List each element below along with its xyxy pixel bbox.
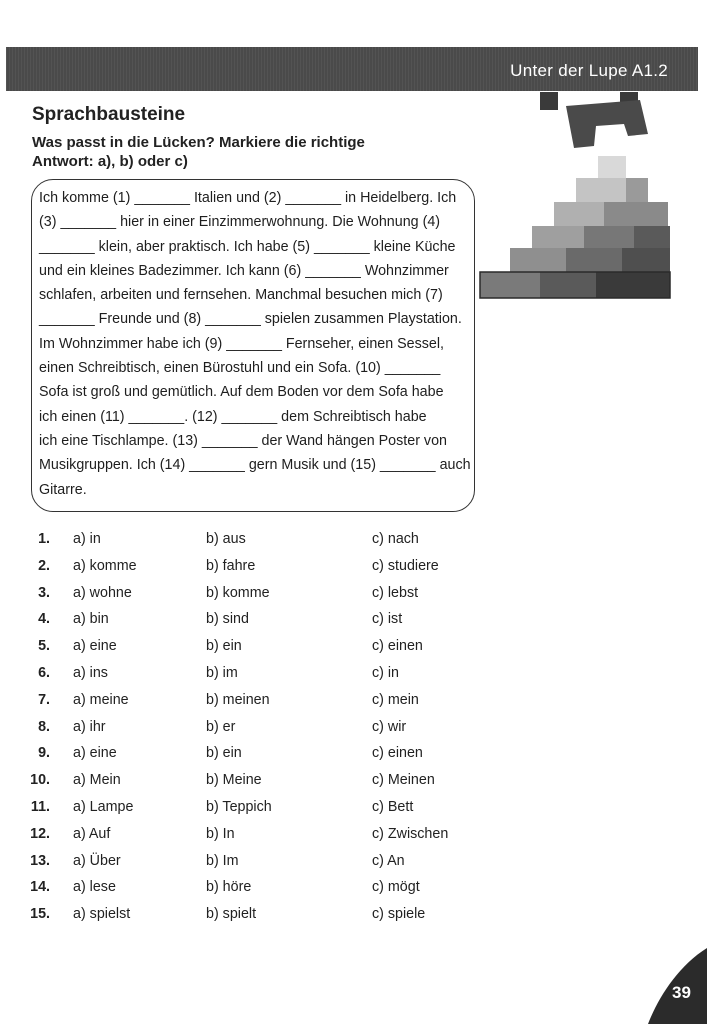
answer-row — [28, 879, 488, 906]
option-b: b) im — [206, 664, 238, 681]
passage-line: Ich komme (1) _______ Italien und (2) _______ in Heidelberg. Ich — [39, 190, 457, 206]
answer-row — [28, 611, 488, 638]
answer-row — [28, 799, 488, 826]
option-a: a) bin — [73, 611, 109, 628]
option-b: b) sind — [206, 611, 249, 628]
option-c: c) wir — [372, 718, 407, 735]
option-c: c) Meinen — [372, 772, 435, 789]
option-b: b) aus — [206, 531, 246, 547]
answer-row — [28, 826, 488, 853]
option-a: a) eine — [73, 638, 117, 655]
option-c: c) nach — [372, 531, 419, 547]
option-c: c) einen — [372, 745, 423, 762]
question-number: 6. — [38, 664, 50, 681]
option-c: c) in — [372, 664, 400, 681]
question-number: 9. — [38, 745, 50, 762]
instruction-line: Antwort: a), b) oder c) — [32, 153, 188, 170]
passage-line: Musikgruppen. Ich (14) _______ gern Musik und (15) _______ auch — [39, 457, 471, 474]
option-b: b) höre — [206, 879, 252, 896]
passage-line: Gitarre. — [39, 481, 87, 498]
header-band — [6, 47, 698, 91]
option-c: c) An — [372, 852, 405, 869]
passage-line: Im Wohnzimmer habe ich (9) _______ Fernseher, einen Sessel, — [39, 335, 445, 352]
question-number: 8. — [38, 718, 50, 735]
question-number: 1. — [38, 531, 50, 547]
option-b: b) komme — [206, 584, 270, 601]
option-a: a) spielst — [73, 906, 131, 923]
question-number: 5. — [38, 638, 50, 655]
passage-line: und ein kleines Badezimmer. Ich kann (6) _______ Wohnzimmer — [39, 262, 449, 279]
stacked-blocks-illustration — [478, 90, 698, 300]
option-b: b) Im — [206, 852, 239, 869]
passage-line: einen Schreibtisch, einen Bürostuhl und ein Sofa. (10) _______ — [39, 360, 441, 377]
option-c: c) studiere — [372, 557, 439, 574]
instruction-line: Was passt in die Lücken? Markiere die richtige — [32, 134, 365, 151]
option-a: a) Mein — [73, 772, 121, 789]
answer-row — [28, 638, 488, 665]
answer-row — [28, 692, 488, 719]
option-c: c) mein — [372, 691, 419, 708]
passage-line: ich eine Tischlampe. (13) _______ der Wand hängen Poster von — [39, 432, 447, 449]
option-a: a) Lampe — [73, 798, 134, 815]
question-number: 13. — [30, 852, 50, 869]
question-number: 10. — [30, 772, 50, 789]
answer-list — [28, 531, 488, 933]
answer-row — [28, 719, 488, 746]
question-number: 11. — [30, 798, 50, 815]
instruction-text — [32, 133, 392, 171]
option-c: c) Zwischen — [372, 825, 449, 842]
option-c: c) Bett — [372, 798, 414, 815]
option-c: c) lebst — [372, 584, 419, 601]
option-a: a) ins — [73, 664, 108, 681]
option-a: a) eine — [73, 745, 117, 762]
passage-line: (3) _______ hier in einer Einzimmerwohnung. Die Wohnung (4) — [39, 214, 441, 231]
page-number: 39 — [672, 983, 691, 1002]
question-number: 2. — [38, 557, 50, 574]
passage-text — [39, 186, 479, 502]
option-b: b) er — [206, 718, 236, 735]
passage-line: ich einen (11) _______. (12) _______ dem Schreibtisch habe — [39, 408, 427, 425]
answer-row — [28, 558, 488, 585]
question-number: 14. — [30, 879, 50, 896]
option-b: b) spielt — [206, 906, 257, 923]
question-number: 12. — [30, 825, 50, 842]
option-b: b) Meine — [206, 772, 262, 789]
option-a: a) meine — [73, 691, 129, 708]
answer-row — [28, 906, 488, 933]
option-b: b) In — [206, 825, 235, 842]
answer-row — [28, 745, 488, 772]
option-a: a) wohne — [73, 584, 132, 601]
answer-row — [28, 853, 488, 880]
option-b: b) ein — [206, 638, 242, 655]
question-number: 15. — [30, 906, 50, 923]
option-b: b) ein — [206, 745, 242, 762]
passage-line: _______ klein, aber praktisch. Ich habe (5) _______ kleine Küche — [39, 238, 456, 255]
answer-row — [28, 665, 488, 692]
question-number: 3. — [38, 584, 50, 601]
answer-row — [28, 772, 488, 799]
answer-row — [28, 585, 488, 612]
question-number: 7. — [38, 691, 50, 708]
passage-line: _______ Freunde und (8) _______ spielen zusammen Playstation. — [39, 311, 462, 328]
option-b: b) fahre — [206, 557, 256, 574]
option-a: a) komme — [73, 557, 137, 574]
option-c: c) ist — [372, 611, 403, 628]
option-a: a) in — [73, 531, 101, 547]
option-a: a) lese — [73, 879, 116, 896]
passage-line: schlafen, arbeiten und fernsehen. Manchmal besuchen mich (7) — [39, 287, 443, 304]
passage-line: Sofa ist groß und gemütlich. Auf dem Boden vor dem Sofa habe — [39, 384, 444, 401]
answer-row — [28, 531, 488, 558]
option-a: a) Über — [73, 852, 121, 869]
book-title: Unter der Lupe A1.2 — [510, 61, 668, 80]
option-b: b) meinen — [206, 691, 270, 708]
section-title: Sprachbausteine — [32, 104, 186, 125]
question-number: 4. — [38, 611, 50, 628]
option-a: a) ihr — [73, 718, 106, 735]
option-c: c) mögt — [372, 879, 420, 896]
option-c: c) einen — [372, 638, 423, 655]
option-a: a) Auf — [73, 825, 111, 842]
option-c: c) spiele — [372, 906, 426, 923]
option-b: b) Teppich — [206, 798, 272, 815]
